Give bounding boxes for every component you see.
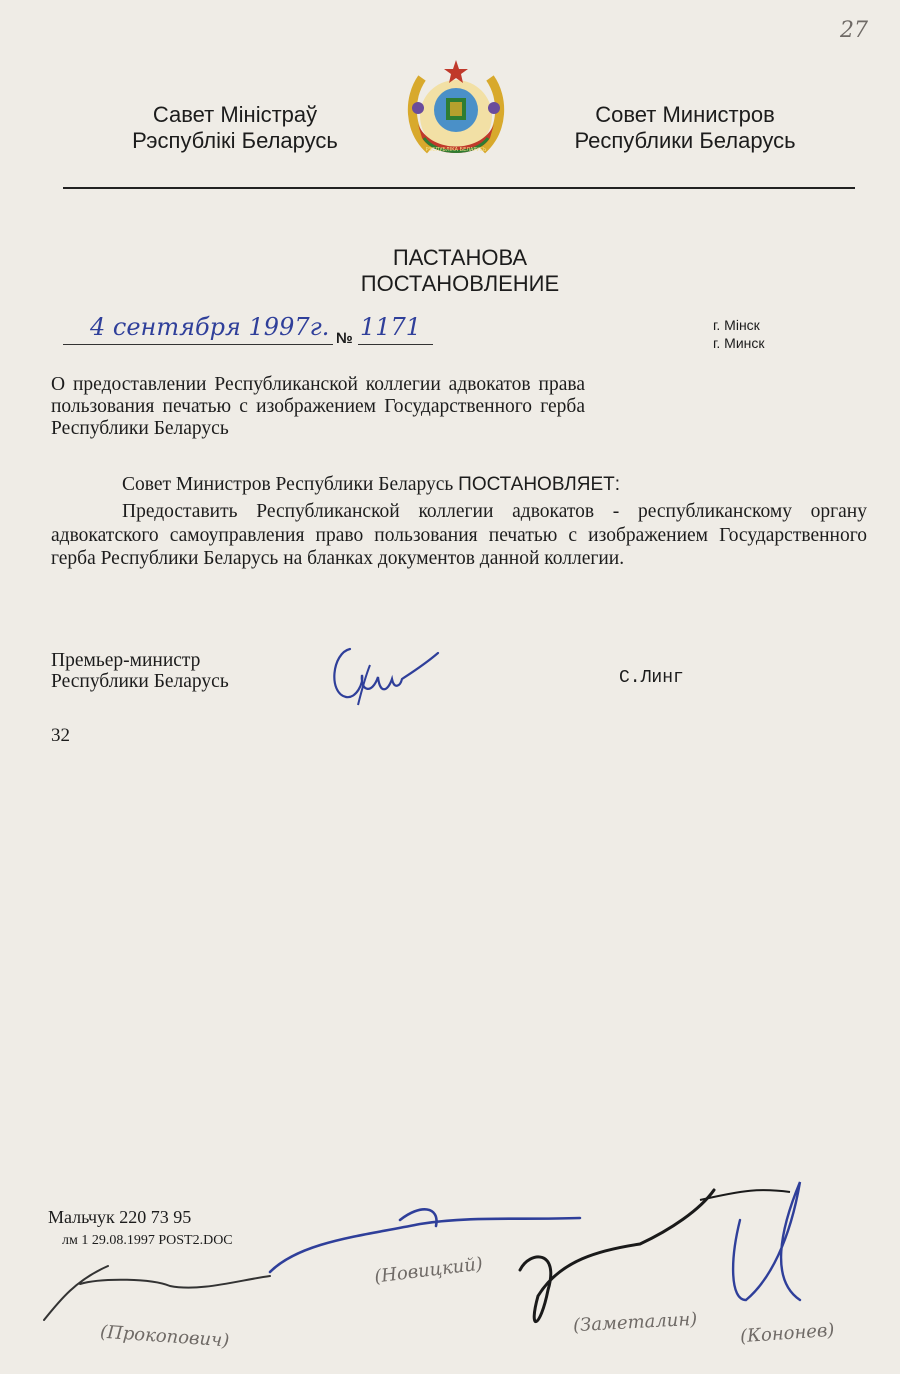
handwritten-number: 1171: [360, 313, 422, 341]
decree-preamble-line: [122, 474, 620, 496]
visa-caption-2: (Новицкий): [373, 1253, 485, 1288]
date-underline: [63, 344, 333, 345]
city-russian: г. Минск: [713, 334, 765, 351]
visa-caption-1: (Прокопович): [99, 1321, 230, 1352]
signer-name: С.Линг: [619, 668, 684, 688]
executor-contact: Мальчук 220 73 95: [48, 1207, 192, 1227]
document-subject: О предоставлении Республиканской коллегии адвокатов права пользования печатью с изображением Государственного герба Республики Беларусь: [51, 374, 585, 439]
file-reference: лм 1 29.08.1997 POST2.DOC: [62, 1233, 233, 1248]
signer-title-line-2: Республики Беларусь: [51, 671, 229, 693]
number-sign: №: [336, 330, 353, 347]
org-name-russian: [540, 102, 830, 155]
decree-keyword: ПОСТАНОВЛЯЕТ:: [458, 474, 621, 495]
org-ru-line-1: Совет Министров: [595, 102, 775, 127]
page-number: 32: [51, 725, 70, 746]
org-by-line-1: Савет Міністраў: [152, 102, 318, 127]
decree-preamble: Совет Министров Республики Беларусь: [122, 474, 454, 495]
number-underline: [358, 344, 433, 345]
state-emblem-icon: [400, 58, 512, 162]
signer-title: [51, 650, 229, 693]
city-belarusian: г. Мінск: [713, 317, 760, 333]
header-divider: [63, 187, 855, 189]
document-type: [250, 245, 670, 298]
emblem-ribbon-text: РЭСПУБЛІКА БЕЛАРУСЬ: [425, 147, 487, 153]
decree-text: Предоставить Республиканской коллегии адвокатов - республиканскому органу адвокатского самоуправления право пользования печатью с изображением Государственного герба Республики Беларусь на бланках документов данной коллегии.: [51, 501, 867, 570]
org-ru-line-2: Республики Беларусь: [574, 128, 796, 154]
city: [713, 317, 765, 352]
doc-type-russian: ПОСТАНОВЛЕНИЕ: [360, 271, 560, 297]
org-name-belarusian: [90, 102, 380, 155]
handwritten-date: 4 сентября 1997г.: [90, 313, 330, 341]
doc-type-belarusian: ПАСТАНОВА: [392, 245, 528, 270]
org-by-line-2: Рэспублікі Беларусь: [132, 128, 338, 154]
visa-caption-3: (Заметалин): [572, 1308, 698, 1337]
visa-caption-4: (Кононев): [739, 1319, 836, 1348]
prime-minister-signature: [328, 635, 448, 717]
archive-page-number: 27: [840, 18, 868, 43]
signer-title-line-1: Премьер-министр: [51, 650, 201, 671]
